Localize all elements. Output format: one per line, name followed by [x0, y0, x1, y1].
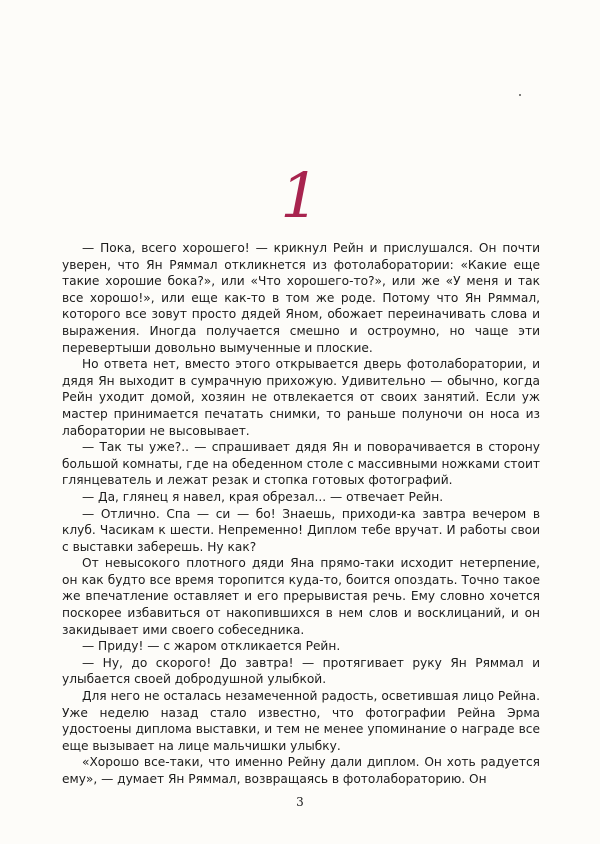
page-number: 3 — [296, 795, 304, 809]
paragraph: — Пока, всего хорошего! — крикнул Рейн и прислушался. Он почти уверен, что Ян Ряммал откликнется из фотолаборатории: «Какие еще такие хорошие бока?», или «Что хорошего-то?», или же «У меня и так все хорошо!», или еще как-то в том же роде. Потому что Ян Ряммал, которого все зовут просто дядей Яном, обожает переиначивать слова и выражения. Иногда получается смешно и остроумно, но чаще эти перевертыши довольно вымученные и плоские. — [62, 241, 540, 355]
paragraph: — Отлично. Спа — си — бо! Знаешь, приходи-ка завтра вечером в клуб. Часикам к шести. Непременно! Диплом тебе вручат. И работы свои с выставки заберешь. Ну как? — [62, 506, 540, 554]
paragraph: — Приду! — с жаром откликается Рейн. — [82, 639, 341, 654]
print-speck — [519, 94, 521, 96]
paragraph: «Хорошо все-таки, что именно Рейну дали диплом. Он хоть радуется ему», — думает Ян Ряммал, возвращаясь в фотолабораторию. Он — [62, 755, 540, 786]
paragraph: От невысокого плотного дяди Яна прямо-таки исходит нетерпение, он как будто все время торопится куда-то, боится опоздать. Точно такое же впечатление оставляет и его прерывистая речь. Ему словно хочется поскорее избавиться от накопившихся в нем слов и восклицаний, и он закидывает ими своего собеседника. — [62, 556, 540, 637]
paragraph: — Так ты уже?.. — спрашивает дядя Ян и поворачивается в сторону большой комнаты, где на обеденном столе с массивными ножками стоит глянцеватель и лежат резак и стопка готовых фотографий. — [62, 440, 540, 488]
chapter-number: 1 — [280, 159, 320, 232]
paragraph: — Ну, до скорого! До завтра! — протягивает руку Ян Ряммал и улыбается своей добродушной улыбкой. — [62, 655, 540, 687]
paragraph: — Да, глянец я навел, края обрезал... — отвечает Рейн. — [82, 489, 444, 504]
paragraph: Для него не осталась незамеченной радость, осветившая лицо Рейна. Уже неделю назад стало известно, что фотографии Рейна Эрма удостоены диплома выставки, и тем не менее упоминание о награде все еще вызывает на лице мальчишки улыбку. — [62, 689, 540, 753]
paragraph: Но ответа нет, вместо этого открывается дверь фотолаборатории, и дядя Ян выходит в сумрачную прихожую. Удивительно — обычно, когда Рейн уходит домой, хозяин не отвлекается от своих занятий. Если уж мастер принимается печатать снимки, то раньше полуночи он носа из лаборатории не высовывает. — [62, 357, 540, 438]
body-text — [62, 240, 540, 788]
